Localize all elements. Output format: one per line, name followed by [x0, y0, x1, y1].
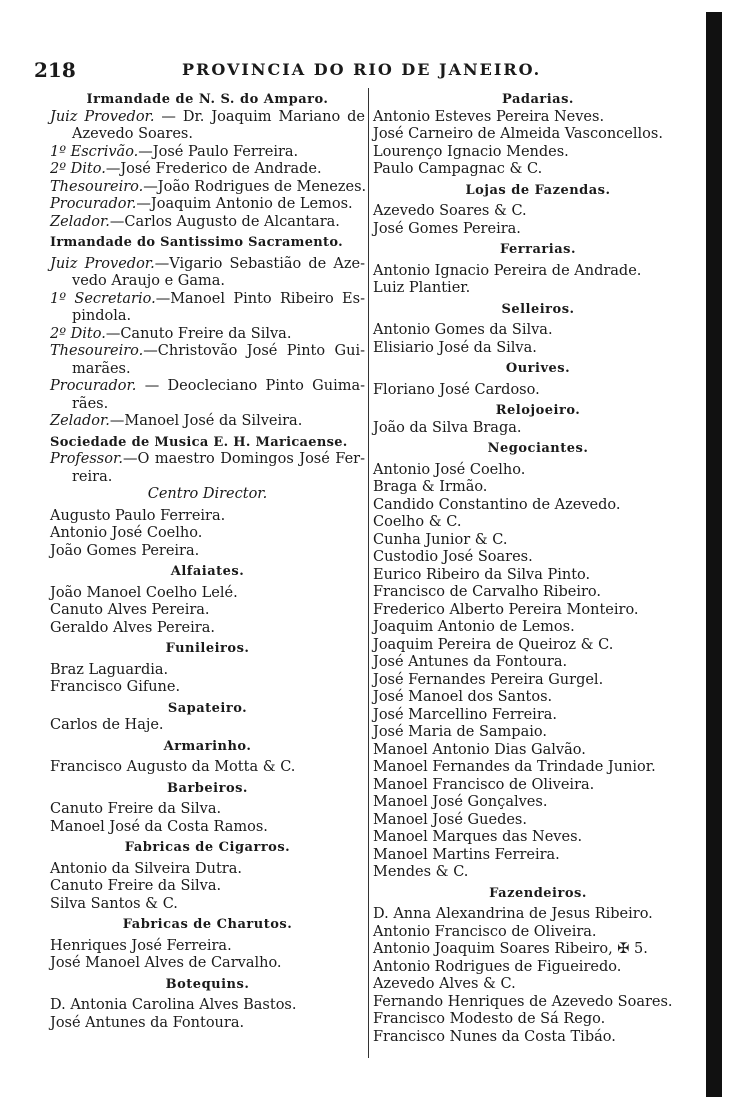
negociantes-list	[373, 462, 703, 882]
list-item: Manoel José Guedes.	[373, 811, 527, 828]
list-item: D. Antonia Carolina Alves Bastos.	[50, 997, 297, 1013]
officer-name: —Carlos Augusto de Alcantara.	[109, 213, 340, 230]
running-head: PROVINCIA DO RIO DE JANEIRO.	[182, 60, 542, 79]
page-edge-bar	[706, 12, 722, 1097]
list-item: Antonio Ignacio Pereira de Andrade.	[373, 262, 642, 279]
section-heading: Barbeiros.	[167, 780, 248, 796]
list-item: Luiz Plantier.	[373, 280, 471, 296]
section-heading: Ferrarias.	[500, 242, 576, 257]
section-heading: Lojas de Fazendas.	[465, 182, 611, 198]
officer-name: — Dr. Joaquim Mariano de	[154, 108, 365, 125]
role-label: Zelador.	[50, 213, 110, 230]
section-heading: Alfaiates.	[170, 564, 245, 579]
list-item: Manoel José Gonçalves.	[373, 794, 548, 810]
section-heading: Relojoeiro.	[495, 403, 581, 418]
officer-entry-cont: reira.	[72, 468, 113, 485]
list-item: João Manoel Coelho Lelé.	[50, 584, 238, 601]
list-item: Floriano José Cardoso.	[373, 381, 540, 398]
section-heading: Sapateiro.	[167, 700, 248, 716]
list-item: D. Anna Alexandrina de Jesus Ribeiro.	[373, 906, 653, 922]
list-item: João da Silva Braga.	[373, 419, 522, 436]
officer-name: —José Frederico de Andrade.	[105, 161, 322, 177]
list-item: Custodio José Soares.	[373, 549, 533, 565]
list-item: Geraldo Alves Pereira.	[50, 619, 215, 636]
list-item: José Carneiro de Almeida Vasconcellos.	[373, 126, 663, 142]
officer-name: —João Rodrigues de Menezes.	[143, 178, 367, 195]
list-item: Henriques José Ferreira.	[50, 937, 232, 954]
role-label: Zelador.	[50, 413, 110, 429]
list-item: Francisco de Carvalho Ribeiro.	[373, 584, 601, 600]
list-item: Francisco Modesto de Sá Rego.	[373, 1011, 606, 1027]
list-item: José Antunes da Fontoura.	[373, 654, 568, 670]
list-item: Frederico Alberto Pereira Monteiro.	[373, 601, 639, 618]
role-label: 1º Escrivão.	[50, 143, 139, 160]
officer-name: — Deocleciano Pinto Guima-	[136, 378, 365, 394]
role-label: Professor.	[50, 451, 123, 467]
list-item: Manoel Francisco de Oliveira.	[373, 776, 595, 793]
officer-entry	[50, 343, 365, 361]
list-item: Manoel Marques das Neves.	[373, 829, 583, 845]
role-label: Juiz Provedor.	[50, 108, 155, 125]
list-item: Antonio Gomes da Silva.	[373, 322, 553, 338]
section-heading: Sociedade de Musica E. H. Maricaense.	[50, 434, 348, 450]
list-item: Antonio Francisco de Oliveira.	[373, 923, 597, 940]
section-heading: Selleiros.	[501, 301, 575, 317]
role-label: Juiz Provedor.	[50, 255, 155, 272]
role-label: Procurador.	[50, 196, 137, 212]
section-heading: Fabricas de Cigarros.	[124, 840, 291, 855]
officer-entry	[50, 291, 365, 309]
officer-entry-cont: vedo Araujo e Gama.	[72, 273, 226, 289]
list-item: Antonio Rodrigues de Figueiredo.	[373, 958, 622, 975]
list-item: Carlos de Haje.	[50, 717, 164, 733]
role-label: 2º Dito.	[50, 325, 106, 342]
list-item: Francisco Augusto da Motta & C.	[50, 759, 296, 775]
list-item: Manoel Antonio Dias Galvão.	[373, 741, 586, 758]
section-heading: Padarias.	[502, 92, 574, 107]
officer-entry	[50, 214, 365, 232]
officer-name: —Vigario Sebastião de Aze-	[154, 255, 365, 272]
role-label: Thesoureiro.	[50, 178, 144, 195]
list-item: Candido Constantino de Azevedo.	[373, 496, 621, 513]
list-item: Joaquim Antonio de Lemos.	[373, 619, 575, 635]
list-item: João Gomes Pereira.	[50, 542, 200, 559]
list-item: Canuto Freire da Silva.	[50, 878, 222, 894]
list-item: José Fernandes Pereira Gurgel.	[373, 671, 604, 688]
role-label: 2º Dito.	[50, 161, 106, 177]
role-label: 1º Secretario.	[50, 290, 156, 307]
list-item: Francisco Gifune.	[50, 679, 181, 695]
officer-entry-cont: marães.	[72, 360, 131, 377]
list-item: Azevedo Soares & C.	[373, 203, 527, 219]
right-column	[373, 88, 703, 1046]
officer-entry	[50, 326, 365, 344]
section-heading: Fazendeiros.	[489, 885, 587, 901]
role-label: Thesoureiro.	[50, 343, 144, 359]
officer-entry	[50, 413, 365, 431]
list-item: José Manoel Alves de Carvalho.	[50, 955, 282, 971]
list-item: Lourenço Ignacio Mendes.	[373, 143, 569, 160]
role-label: Procurador.	[50, 378, 137, 394]
section-heading: Irmandade de N. S. do Amparo.	[86, 92, 329, 107]
list-item: Azevedo Alves & C.	[373, 976, 516, 992]
officer-name: —Manoel Pinto Ribeiro Es-	[155, 290, 365, 307]
list-item: Antonio da Silveira Dutra.	[50, 860, 242, 877]
officer-entry	[50, 144, 365, 162]
officer-name: —Joaquim Antonio de Lemos.	[136, 196, 353, 212]
list-item: Antonio Esteves Pereira Neves.	[373, 108, 605, 125]
officer-entry	[50, 378, 365, 396]
officer-entry	[50, 161, 365, 179]
list-item: José Manoel dos Santos.	[373, 689, 553, 705]
list-item: José Antunes da Fontoura.	[50, 1014, 245, 1031]
list-item: Paulo Campagnac & C.	[373, 161, 543, 177]
section-heading: Botequins.	[165, 976, 250, 992]
list-item: Cunha Junior & C.	[373, 531, 508, 548]
officer-name: —Manoel José da Silveira.	[109, 413, 303, 429]
officer-entry	[50, 196, 365, 214]
list-item: José Marcellino Ferreira.	[373, 706, 558, 723]
section-heading: Funileiros.	[165, 641, 250, 656]
list-item: Antonio José Coelho.	[50, 525, 203, 541]
page-number: 218	[34, 58, 76, 82]
list-item: Coelho & C.	[373, 514, 462, 530]
officer-name: —Christovão José Pinto Gui-	[143, 343, 365, 359]
officer-entry	[50, 109, 365, 127]
list-item: Antonio Joaquim Soares Ribeiro, ✠ 5.	[373, 941, 648, 957]
list-item: Antonio José Coelho.	[373, 461, 526, 478]
list-item: José Maria de Sampaio.	[373, 724, 547, 740]
officer-entry	[50, 451, 365, 469]
subheading: Centro Director.	[147, 486, 268, 502]
list-item: Eurico Ribeiro da Silva Pinto.	[373, 566, 591, 583]
officer-name: —José Paulo Ferreira.	[138, 143, 299, 160]
list-item: Braga & Irmão.	[373, 479, 488, 495]
section-heading: Ourives.	[505, 361, 571, 376]
list-item: Manoel José da Costa Ramos.	[50, 818, 268, 835]
officer-entry-cont: Azevedo Soares.	[72, 126, 193, 142]
officer-name: —O maestro Domingos José Fer-	[122, 451, 365, 467]
list-item: Braz Laguardia.	[50, 661, 169, 678]
section-heading: Fabricas de Charutos.	[122, 917, 293, 932]
officer-entry	[50, 256, 365, 274]
list-item: Canuto Freire da Silva.	[50, 801, 222, 817]
section-heading: Irmandade do Santissimo Sacramento.	[50, 235, 343, 250]
column-divider	[368, 88, 369, 1058]
list-item: Joaquim Pereira de Queiroz & C.	[373, 636, 614, 653]
list-item: Silva Santos & C.	[50, 895, 178, 912]
list-item: Elisiario José da Silva.	[373, 339, 537, 356]
list-item: Manoel Martins Ferreira.	[373, 846, 560, 863]
section-heading: Negociantes.	[487, 441, 589, 456]
officer-entry-cont: pindola.	[72, 308, 132, 324]
list-item: Francisco Nunes da Costa Tibáo.	[373, 1028, 616, 1045]
left-column	[50, 88, 365, 1032]
list-item: Manoel Fernandes da Trindade Junior.	[373, 759, 656, 775]
list-item: José Gomes Pereira.	[373, 220, 521, 237]
fazendeiros-list	[373, 906, 703, 1046]
list-item: Augusto Paulo Ferreira.	[50, 507, 226, 524]
list-item: Canuto Alves Pereira.	[50, 602, 210, 618]
officer-entry-cont: rães.	[72, 395, 109, 412]
officer-name: —Canuto Freire da Silva.	[105, 325, 292, 342]
officer-entry	[50, 179, 365, 197]
list-item: Fernando Henriques de Azevedo Soares.	[373, 993, 673, 1010]
section-heading: Armarinho.	[163, 738, 252, 754]
list-item: Mendes & C.	[373, 864, 469, 880]
